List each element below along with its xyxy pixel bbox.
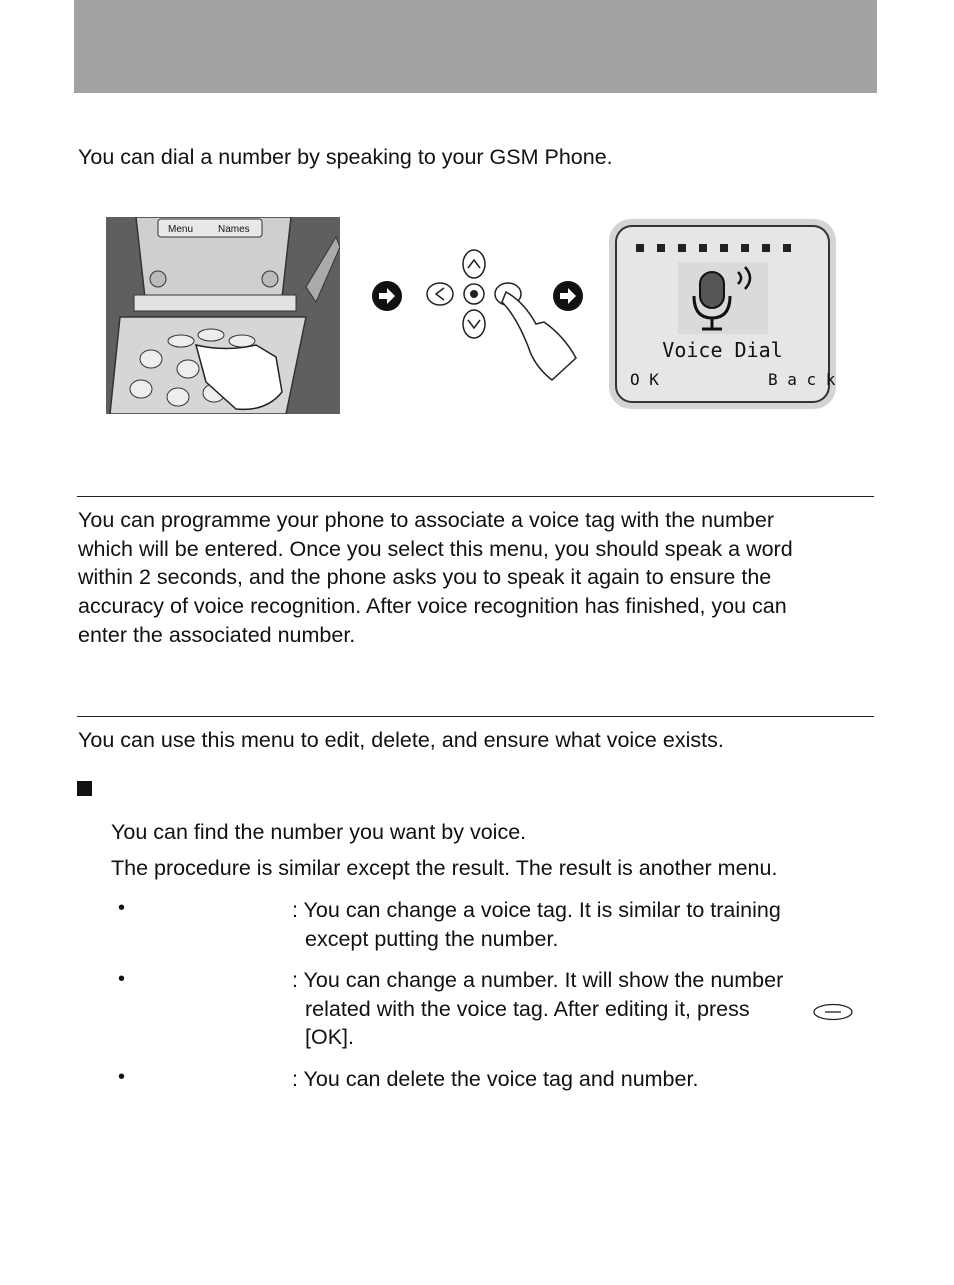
sub-line-1: You can find the number you want by voice. — [111, 820, 527, 844]
soft-key-icon — [812, 1003, 854, 1021]
phone-softkey-names: Names — [218, 224, 250, 235]
arrow-right-circle-icon — [371, 280, 403, 312]
phone-illustration — [106, 217, 340, 414]
bullet-line: except putting the number. — [305, 927, 559, 951]
paragraph-line: within 2 seconds, and the phone asks you to speak it again to ensure the — [78, 565, 772, 590]
phone-softkey-menu: Menu — [168, 224, 194, 235]
intro-text: You can dial a number by speaking to your GSM Phone. — [78, 145, 613, 169]
header-bar — [74, 0, 877, 93]
sub-line-2: The procedure is similar except the result. The result is another menu. — [111, 856, 778, 880]
phone-screen — [608, 218, 837, 410]
subsection-marker — [77, 781, 92, 796]
arrow-right-circle-icon — [552, 280, 584, 312]
paragraph-line: You can programme your phone to associate a voice tag with the number — [78, 508, 774, 532]
screen-caption: Voice Dial — [662, 338, 783, 362]
training-paragraph — [78, 506, 793, 650]
bullet-line: : You can change a voice tag. It is similar to training — [292, 898, 781, 922]
sound-wave-icon — [732, 264, 760, 296]
bullet-line: : You can delete the voice tag and number. — [292, 1067, 699, 1091]
section-rule — [77, 716, 874, 717]
screen-softkey-ok: O K — [630, 370, 659, 389]
bullet-mark: • — [118, 897, 126, 919]
paragraph-line: enter the associated number. — [78, 622, 356, 647]
bullet-mark: • — [118, 968, 126, 990]
paragraph-line: which will be entered. Once you select this menu, you should speak a word — [78, 536, 793, 561]
bullet-line: : You can change a number. It will show the number — [292, 968, 784, 992]
bullet-mark: • — [118, 1066, 126, 1088]
bullet-line: related with the voice tag. After editing it, press — [305, 997, 750, 1021]
section-rule — [77, 496, 874, 497]
paragraph-line: accuracy of voice recognition. After voice recognition has finished, you can — [78, 594, 787, 619]
edit-paragraph: You can use this menu to edit, delete, and ensure what voice exists. — [78, 728, 724, 752]
screen-softkey-back: B a c k — [768, 370, 836, 389]
nav-key-icon — [424, 246, 586, 382]
bullet-line: [OK]. — [305, 1025, 354, 1049]
